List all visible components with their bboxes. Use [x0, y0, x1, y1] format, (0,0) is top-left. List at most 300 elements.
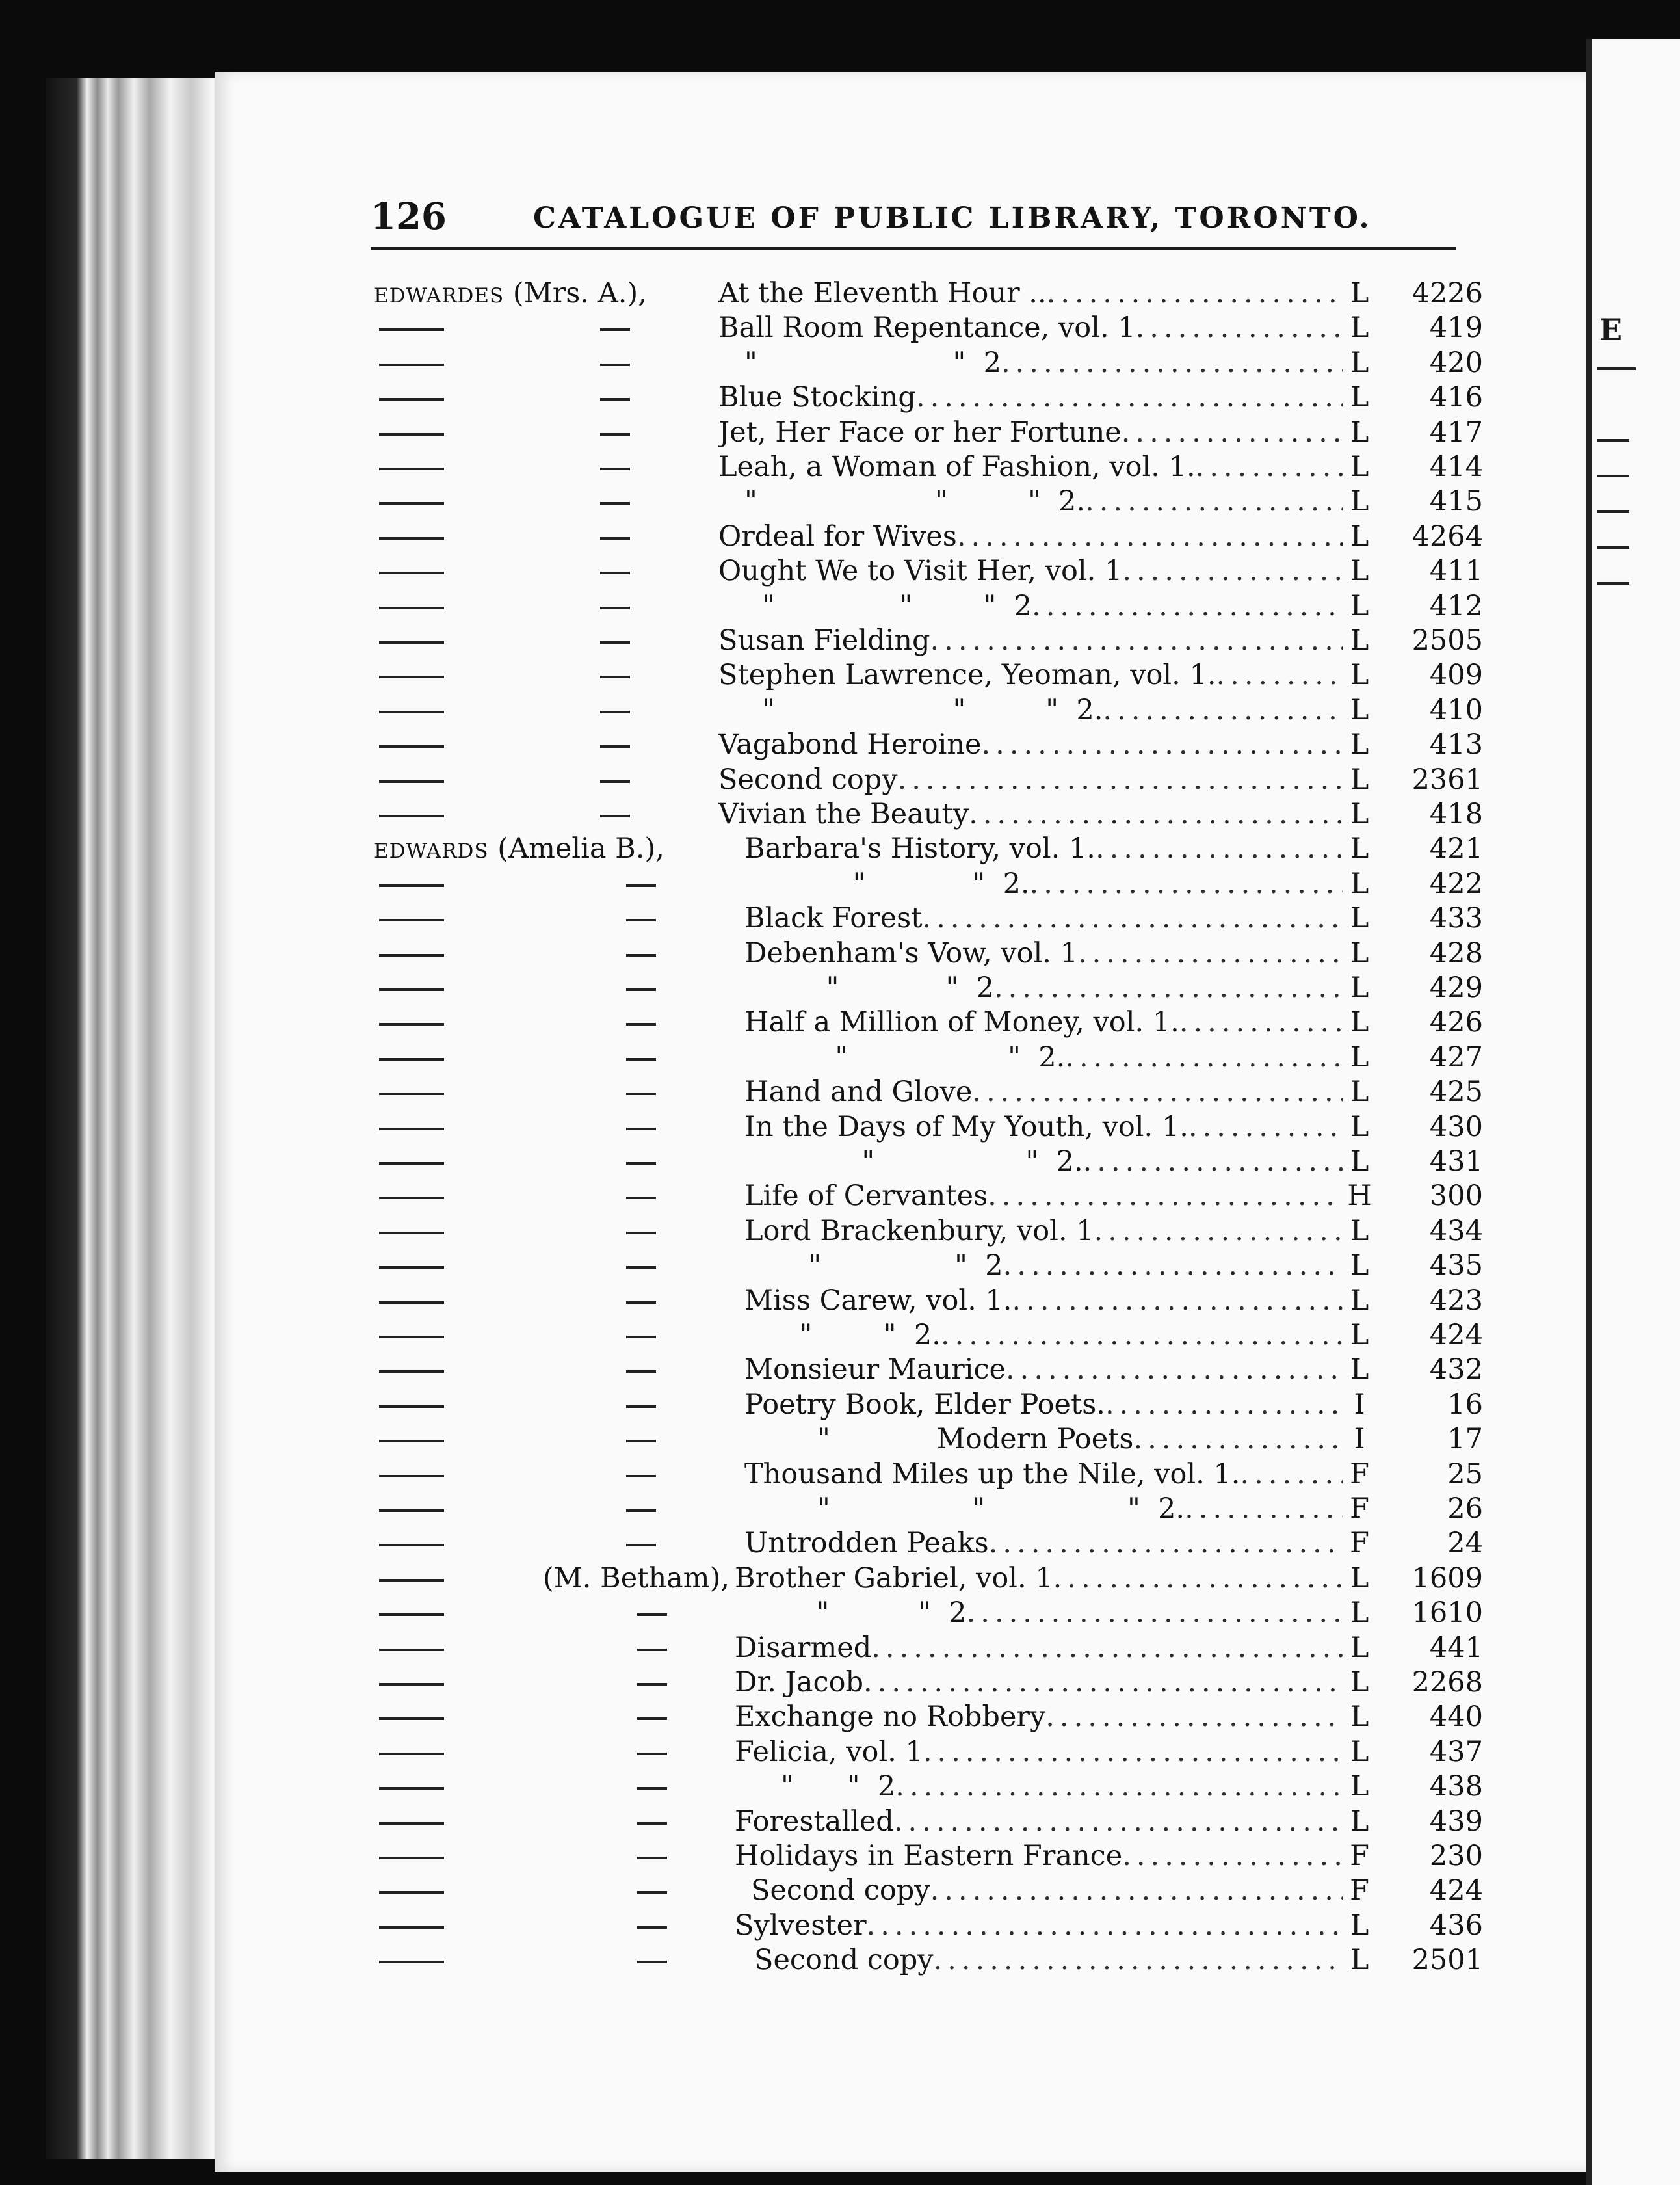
dot-leader [988, 1179, 1343, 1213]
ditto-marks: " " 2 [754, 1596, 967, 1630]
catalogue-entry [374, 867, 1486, 901]
book-title: Jet, Her Face or her Fortune [718, 416, 1122, 449]
shelf-number: 414 [1429, 451, 1483, 483]
catalogue-entry [374, 1735, 1486, 1769]
book-title: Second copy [754, 1944, 934, 1977]
class-mark: L [1350, 659, 1369, 692]
dot-leader [1012, 1284, 1343, 1318]
shelf-number: 2505 [1411, 624, 1483, 657]
class-mark: L [1350, 416, 1369, 449]
ditto-author-dash [379, 1197, 444, 1199]
dot-leader [867, 1909, 1343, 1943]
entry-title-row [718, 763, 1343, 797]
ditto-author-dash [379, 641, 444, 644]
catalogue-entry [374, 380, 1486, 415]
entry-title-row [744, 1353, 1343, 1387]
shelf-number: 430 [1429, 1110, 1483, 1143]
class-mark: L [1350, 555, 1369, 588]
class-mark: L [1350, 1353, 1369, 1386]
ditto-author-dash [379, 1405, 444, 1408]
ditto-author-dash [379, 1822, 444, 1825]
entry-title-row [744, 1005, 1343, 1040]
entry-title-row [718, 311, 1343, 345]
ditto-author-dash [379, 1891, 444, 1894]
entry-title-row [744, 832, 1343, 866]
author-surname: EDWARDES [374, 284, 505, 308]
catalogue-entry [374, 1179, 1486, 1213]
catalogue-entry [374, 1596, 1486, 1630]
entry-title-row [744, 1110, 1343, 1145]
ditto-marks: " " 2. [764, 1040, 1066, 1074]
shelf-number: 17 [1447, 1423, 1483, 1456]
catalogue-entry [374, 797, 1486, 832]
book-title: Hand and Glove [744, 1076, 973, 1109]
dot-leader [1078, 936, 1343, 971]
catalogue-entry [374, 728, 1486, 762]
dot-leader [1030, 867, 1343, 901]
class-mark: F [1350, 1527, 1369, 1560]
shelf-number: 419 [1429, 311, 1483, 345]
catalogue-entry [374, 554, 1486, 589]
class-mark: L [1350, 798, 1369, 830]
ditto-marks: " " " 2. [744, 485, 1086, 518]
ditto-forename-dash [600, 676, 630, 678]
ditto-forename-dash [626, 1370, 656, 1373]
catalogue-entry [374, 693, 1486, 728]
dot-leader [1032, 589, 1343, 624]
catalogue-entry [374, 520, 1486, 554]
ditto-forename-dash [637, 1891, 667, 1894]
facing-page-dash [1597, 510, 1629, 513]
ditto-author-dash [379, 1301, 444, 1304]
shelf-number: 431 [1429, 1145, 1483, 1178]
shelf-number: 4226 [1411, 277, 1483, 310]
dot-leader [871, 1631, 1343, 1665]
book-title: Susan Fielding [718, 624, 930, 657]
class-mark: L [1350, 1145, 1369, 1178]
ditto-forename-dash [637, 1649, 667, 1651]
header-rule [371, 247, 1456, 250]
entry-title-row [718, 380, 1343, 415]
facing-page-dash [1597, 475, 1629, 477]
class-mark: L [1350, 1909, 1369, 1942]
dot-leader [957, 520, 1343, 554]
dot-leader [982, 728, 1343, 762]
dot-leader [923, 1735, 1343, 1769]
shelf-number: 433 [1429, 902, 1483, 935]
ditto-forename-dash [626, 1232, 656, 1234]
facing-page-fragment [1586, 39, 1680, 2185]
ditto-author-dash [379, 1266, 444, 1269]
shelf-number: 438 [1429, 1770, 1483, 1803]
shelf-number: 409 [1429, 659, 1483, 692]
author-details: (Mrs. A.), [504, 277, 647, 310]
dot-leader [969, 797, 1343, 832]
catalogue-entry [374, 936, 1486, 971]
ditto-forename-dash [626, 1336, 656, 1338]
ditto-line [744, 484, 1343, 519]
entry-title-row [718, 658, 1343, 693]
ditto-author-dash [379, 884, 444, 887]
catalogue-entry [374, 450, 1486, 484]
entry-title-row [735, 1700, 1343, 1734]
ditto-line [764, 971, 1343, 1005]
dot-leader [930, 624, 1343, 658]
ditto-marks: " Modern Poets [764, 1423, 1134, 1456]
book-title: Ought We to Visit Her, vol. 1 [718, 555, 1123, 588]
ditto-line [764, 1318, 1343, 1353]
class-mark: L [1350, 1076, 1369, 1109]
ditto-forename-dash [637, 1822, 667, 1825]
ditto-author-dash [379, 398, 444, 401]
ditto-marks: " " 2. [764, 1319, 941, 1351]
ditto-author-dash [379, 572, 444, 574]
dot-leader [934, 1943, 1343, 1978]
ditto-forename-dash [637, 1926, 667, 1929]
author-surname: EDWARDS [374, 840, 489, 864]
shelf-number: 424 [1429, 1874, 1483, 1907]
ditto-author-dash [379, 1787, 444, 1790]
ditto-author-dash [379, 607, 444, 609]
dot-leader [1053, 1561, 1343, 1596]
catalogue-entry [374, 1145, 1486, 1179]
page-header [371, 195, 1456, 254]
book-title: Untrodden Peaks [744, 1527, 989, 1560]
ditto-line [764, 1492, 1343, 1526]
ditto-marks: " " 2 [764, 1249, 1003, 1282]
class-mark: L [1350, 1805, 1369, 1838]
class-mark: L [1350, 902, 1369, 935]
dot-leader [1094, 1214, 1343, 1249]
ditto-forename-dash [600, 398, 630, 401]
ditto-forename-dash [600, 780, 630, 783]
ditto-forename-dash [637, 1857, 667, 1859]
entry-title-row [735, 1631, 1343, 1665]
class-mark: L [1350, 1596, 1369, 1630]
dot-leader [898, 763, 1343, 797]
ditto-forename-dash [600, 328, 630, 331]
catalogue-entry [374, 1214, 1486, 1249]
shelf-number: 418 [1429, 798, 1483, 830]
ditto-forename-dash [637, 1717, 667, 1720]
catalogue-entry [374, 901, 1486, 936]
dot-leader [1003, 1249, 1343, 1283]
dot-leader [895, 1769, 1343, 1804]
ditto-marks: " " 2 [754, 1770, 896, 1803]
class-mark: L [1350, 520, 1369, 553]
dot-leader [1122, 1839, 1343, 1874]
ditto-forename-dash [637, 1753, 667, 1755]
dot-leader [989, 1526, 1343, 1561]
ditto-author-dash [379, 1683, 444, 1686]
class-mark: L [1350, 311, 1369, 345]
ditto-author-dash [379, 364, 444, 366]
ditto-marks: " " 2 [744, 346, 1001, 379]
ditto-author-dash [379, 1475, 444, 1477]
ditto-author-dash [379, 745, 444, 748]
dot-leader [1083, 1145, 1343, 1179]
entry-title-row [744, 936, 1343, 971]
ditto-line [754, 1769, 1343, 1804]
ditto-marks: " " " 2 [744, 589, 1032, 622]
catalogue-entry [374, 1353, 1486, 1387]
shelf-number: 25 [1447, 1457, 1483, 1490]
catalogue-entry [374, 1805, 1486, 1839]
ditto-marks: " " 2 [764, 972, 994, 1004]
ditto-author-dash [379, 433, 444, 436]
ditto-forename-dash [626, 1023, 656, 1026]
class-mark: L [1350, 1249, 1369, 1282]
book-title: Second copy [751, 1874, 930, 1907]
dot-leader [1006, 1353, 1343, 1387]
facing-page-dash [1597, 367, 1636, 370]
shelf-number: 429 [1429, 972, 1483, 1004]
book-title: Half a Million of Money, vol. 1. [744, 1006, 1179, 1039]
book-title: Dr. Jacob [735, 1666, 864, 1699]
catalogue-entry [374, 416, 1486, 450]
catalogue-entry [374, 1943, 1486, 1978]
ditto-author-dash [379, 1092, 444, 1095]
catalogue-entry [374, 1561, 1486, 1596]
catalogue-entry [374, 1284, 1486, 1318]
shelf-number: 230 [1429, 1840, 1483, 1872]
entry-title-row [744, 1075, 1343, 1109]
dot-leader [863, 1665, 1343, 1700]
ditto-marks: " " " 2. [744, 693, 1103, 726]
running-title: CATALOGUE OF PUBLIC LIBRARY, TORONTO. [533, 202, 1372, 235]
catalogue-entry [374, 1005, 1486, 1040]
book-title: Thousand Miles up the Nile, vol. 1. [744, 1457, 1240, 1490]
ditto-line [744, 589, 1343, 624]
ditto-author-dash [379, 1023, 444, 1026]
ditto-author-dash [379, 1717, 444, 1720]
entry-title-row [744, 1179, 1343, 1213]
class-mark: H [1347, 1180, 1372, 1213]
book-title: Vagabond Heroine [718, 728, 982, 761]
facing-page-letter: E [1599, 312, 1623, 347]
ditto-forename-dash [626, 919, 656, 921]
facing-page-dash [1597, 546, 1629, 549]
class-mark: L [1350, 1631, 1369, 1664]
shelf-number: 411 [1429, 555, 1483, 588]
catalogue-entry [374, 1075, 1486, 1109]
shelf-number: 26 [1447, 1492, 1483, 1525]
entry-title-row [735, 1665, 1343, 1700]
dot-leader [1188, 1110, 1343, 1145]
ditto-forename-dash [600, 433, 630, 436]
dot-leader [916, 380, 1343, 415]
entry-title-row [718, 416, 1343, 450]
shelf-number: 435 [1429, 1249, 1483, 1282]
catalogue-entry [374, 1700, 1486, 1734]
entry-title-row [718, 554, 1343, 589]
shelf-number: 436 [1429, 1909, 1483, 1942]
dot-leader [930, 1874, 1343, 1908]
catalogue-entry [374, 1839, 1486, 1874]
class-mark: L [1350, 1770, 1369, 1803]
book-title: Vivian the Beauty [718, 798, 969, 830]
shelf-number: 434 [1429, 1214, 1483, 1247]
facing-page-dash [1597, 582, 1629, 585]
shelf-number: 423 [1429, 1284, 1483, 1317]
shelf-number: 24 [1447, 1527, 1483, 1560]
dot-leader [1045, 1700, 1343, 1734]
catalogue-entry [374, 1526, 1486, 1561]
shelf-number: 420 [1429, 346, 1483, 379]
shelf-number: 4264 [1411, 520, 1483, 553]
ditto-forename-dash [600, 468, 630, 470]
entry-title-row [718, 797, 1343, 832]
shelf-number: 412 [1429, 589, 1483, 622]
book-title: Sylvester [735, 1909, 867, 1942]
catalogue-entry [374, 1909, 1486, 1943]
shelf-number: 441 [1429, 1631, 1483, 1664]
book-title: Disarmed [735, 1631, 872, 1664]
dot-leader [1240, 1457, 1343, 1492]
shelf-number: 413 [1429, 728, 1483, 761]
ditto-forename-dash [626, 1475, 656, 1477]
catalogue-entry [374, 1422, 1486, 1457]
ditto-forename-dash [626, 1266, 656, 1269]
ditto-author-dash [379, 1058, 444, 1061]
ditto-marks: " " 2. [764, 1145, 1083, 1178]
dot-leader [1122, 554, 1343, 589]
class-mark: L [1350, 485, 1369, 518]
catalogue-entry [374, 971, 1486, 1005]
dot-leader [1103, 693, 1343, 728]
ditto-author-dash [379, 1926, 444, 1929]
ditto-author-dash [379, 1649, 444, 1651]
dot-leader [1185, 1492, 1343, 1526]
shelf-number: 437 [1429, 1735, 1483, 1768]
ditto-forename-dash [600, 711, 630, 713]
catalogue-entry [374, 1457, 1486, 1492]
book-title: Life of Cervantes [744, 1180, 988, 1213]
ditto-author-dash [379, 1613, 444, 1616]
class-mark: L [1350, 1110, 1369, 1143]
ditto-forename-dash [637, 1961, 667, 1963]
entry-title-row [744, 1214, 1343, 1249]
entry-title-row [744, 1457, 1343, 1492]
class-mark: L [1350, 346, 1369, 379]
class-mark: L [1350, 1561, 1369, 1595]
facing-page-dash [1597, 439, 1629, 442]
class-mark: L [1350, 1006, 1369, 1039]
class-mark: I [1354, 1423, 1365, 1456]
ditto-forename-dash [626, 1128, 656, 1130]
catalogue-entry [374, 1631, 1486, 1665]
class-mark: F [1350, 1840, 1369, 1872]
ditto-author-dash [379, 1509, 444, 1512]
shelf-number: 427 [1429, 1040, 1483, 1074]
page-number: 126 [371, 195, 447, 238]
ditto-forename-dash [600, 641, 630, 644]
dot-leader [1105, 1388, 1343, 1422]
class-mark: L [1350, 624, 1369, 657]
class-mark: L [1350, 867, 1369, 900]
ditto-author-dash [379, 1232, 444, 1234]
book-title: Ordeal for Wives [718, 520, 957, 553]
catalogue-entry [374, 346, 1486, 380]
class-mark: L [1350, 1319, 1369, 1351]
ditto-forename-dash [600, 537, 630, 540]
class-mark: F [1350, 1874, 1369, 1907]
dot-leader [1001, 346, 1343, 380]
shelf-number: 417 [1429, 416, 1483, 449]
book-title: Stephen Lawrence, Yeoman, vol. 1. [718, 659, 1216, 692]
book-title: Holidays in Eastern France [735, 1840, 1123, 1872]
class-mark: L [1350, 381, 1369, 414]
catalogue-entry [374, 276, 1486, 311]
class-mark: I [1354, 1388, 1365, 1421]
shelf-number: 440 [1429, 1701, 1483, 1734]
ditto-author-dash [379, 1961, 444, 1963]
dot-leader [1216, 658, 1343, 693]
ditto-forename-dash [626, 1058, 656, 1061]
class-mark: L [1350, 936, 1369, 970]
entry-title-row [718, 728, 1343, 762]
book-title: Lord Brackenbury, vol. 1 [744, 1214, 1094, 1247]
entry-title-row [718, 450, 1343, 484]
dot-leader [967, 1596, 1343, 1630]
catalogue-entry [374, 624, 1486, 658]
ditto-author-dash [379, 1857, 444, 1859]
ditto-line [764, 1422, 1343, 1457]
dot-leader [1136, 311, 1343, 345]
catalogue-entry [374, 484, 1486, 519]
ditto-author-dash [379, 1579, 444, 1582]
ditto-author-dash [379, 1162, 444, 1165]
book-title: Forestalled [735, 1805, 894, 1838]
ditto-forename-dash [626, 1092, 656, 1095]
entry-title-row [754, 1943, 1343, 1978]
dot-leader [923, 901, 1343, 936]
ditto-forename-dash [637, 1613, 667, 1616]
catalogue-entry [374, 1318, 1486, 1353]
ditto-line [764, 867, 1343, 901]
ditto-author-dash [379, 1128, 444, 1130]
ditto-author-dash [379, 711, 444, 713]
ditto-line [764, 1040, 1343, 1075]
book-title: At the Eleventh Hour .. [718, 277, 1047, 310]
entry-title-row [718, 276, 1343, 311]
author-name [374, 276, 647, 313]
entry-title-row [744, 1284, 1343, 1318]
ditto-author-dash [379, 1440, 444, 1442]
book-title: Black Forest [744, 902, 923, 935]
ditto-author-dash [379, 780, 444, 783]
ditto-author-dash [379, 988, 444, 991]
ditto-forename-dash [637, 1683, 667, 1686]
book-title: Miss Carew, vol. 1. [744, 1284, 1012, 1317]
dot-leader [1179, 1005, 1343, 1040]
ditto-forename-dash [626, 1509, 656, 1512]
book-title: Monsieur Maurice [744, 1353, 1006, 1386]
class-mark: L [1350, 1666, 1369, 1699]
shelf-number: 426 [1429, 1006, 1483, 1039]
catalogue-entry [374, 1040, 1486, 1075]
ditto-author-dash [379, 815, 444, 817]
ditto-forename-dash [626, 1197, 656, 1199]
dot-leader [1047, 276, 1343, 311]
dot-leader [1196, 450, 1343, 484]
catalogue-entry [374, 832, 1486, 866]
book-title: In the Days of My Youth, vol. 1. [744, 1110, 1188, 1143]
class-mark: L [1350, 589, 1369, 622]
book-title: Ball Room Repentance, vol. 1 [718, 311, 1136, 345]
book-title: Barbara's History, vol. 1. [744, 832, 1096, 866]
class-mark: L [1350, 1944, 1369, 1977]
